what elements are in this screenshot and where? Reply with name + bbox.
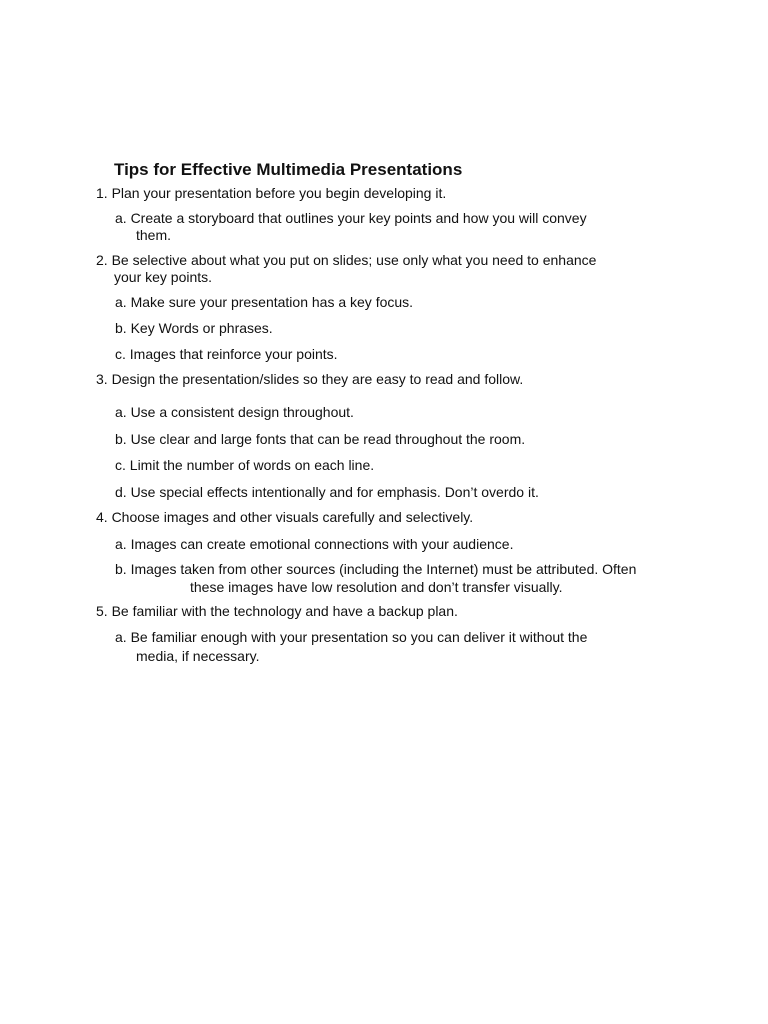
list-item-5a: a. Be familiar enough with your presentation so you can deliver it without the <box>115 629 588 645</box>
list-item-2c: c. Images that reinforce your points. <box>115 346 338 362</box>
list-item-5: 5. Be familiar with the technology and have a backup plan. <box>96 603 458 619</box>
list-item-2a: a. Make sure your presentation has a key focus. <box>115 294 414 310</box>
list-item-3b: b. Use clear and large fonts that can be read throughout the room. <box>115 431 526 447</box>
page-title: Tips for Effective Multimedia Presentations <box>114 160 463 179</box>
list-item-3c: c. Limit the number of words on each line. <box>115 457 375 473</box>
list-item-4: 4. Choose images and other visuals carefully and selectively. <box>96 509 474 525</box>
list-item-1a: a. Create a storyboard that outlines your key points and how you will convey <box>115 210 587 226</box>
list-item-3d: d. Use special effects intentionally and for emphasis. Don’t overdo it. <box>115 484 539 500</box>
list-item-3: 3. Design the presentation/slides so they are easy to read and follow. <box>96 371 524 387</box>
list-item-2b: b. Key Words or phrases. <box>115 320 273 336</box>
list-item-5a-continued: media, if necessary. <box>136 648 260 664</box>
list-item-4b: b. Images taken from other sources (including the Internet) must be attributed. Often <box>115 561 637 577</box>
list-item-3a: a. Use a consistent design throughout. <box>115 404 354 420</box>
list-item-1a-continued: them. <box>136 227 172 243</box>
list-item-2-continued: your key points. <box>114 269 213 285</box>
list-item-4a: a. Images can create emotional connections with your audience. <box>115 536 514 552</box>
list-item-4b-continued: these images have low resolution and don’t transfer visually. <box>190 579 563 595</box>
list-item-2: 2. Be selective about what you put on slides; use only what you need to enhance <box>96 252 597 268</box>
list-item-1: 1. Plan your presentation before you begin developing it. <box>96 185 447 201</box>
